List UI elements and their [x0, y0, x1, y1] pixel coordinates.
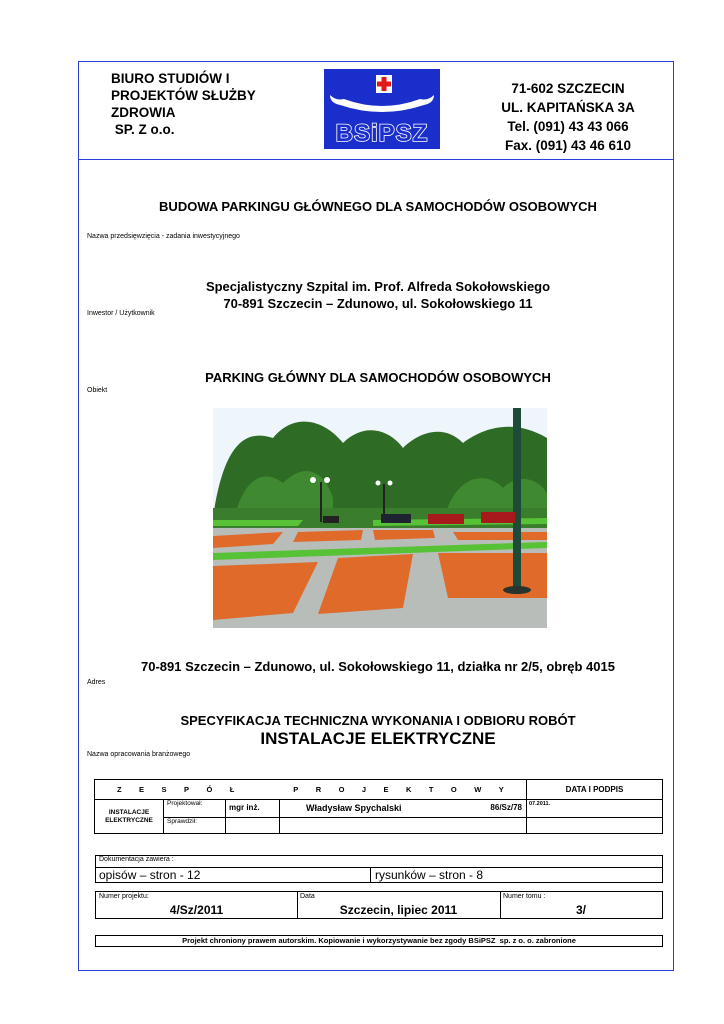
project-date: Szczecin, lipiec 2011	[339, 903, 458, 917]
checker-date	[527, 818, 663, 834]
team-letter: P	[293, 785, 299, 794]
team-letter: K	[405, 785, 412, 794]
organization-name	[111, 70, 256, 138]
date-signature-header: DATA I PODPIS	[527, 780, 663, 800]
team-letter: R	[315, 785, 322, 794]
documentation-caption: Dokumentacja zawiera :	[99, 856, 174, 863]
designer-title: mgr inż.	[226, 800, 280, 818]
site-address: 70-891 Szczecin – Zdunowo, ul. Sokołowskiego 11, działka nr 2/5, obręb 4015	[141, 659, 615, 674]
investor-address: 70-891 Szczecin – Zdunowo, ul. Sokołowskiego 11	[223, 296, 533, 311]
descriptions-count: opisów – stron - 12	[96, 867, 371, 883]
team-letter: P	[183, 785, 189, 794]
checker-name	[280, 818, 527, 834]
team-header-letters	[95, 785, 526, 794]
documentation-box	[95, 855, 663, 883]
bsipsz-logo	[324, 69, 440, 149]
designer-date: 07.2011.	[527, 800, 663, 818]
header-separator	[78, 159, 674, 160]
volume-cell	[500, 892, 662, 918]
project-number: 4/Sz/2011	[169, 903, 224, 917]
parking-rendering-image	[213, 408, 547, 628]
team-letter: S	[161, 785, 167, 794]
address-street: UL. KAPITAŃSKA 3A	[501, 100, 635, 115]
investor-caption: Inwestor / Użytkownik	[87, 310, 155, 317]
company-address	[480, 79, 656, 155]
designer-name: Władysław Spychalski	[306, 803, 402, 813]
address-caption: Adres	[87, 679, 106, 686]
team-letter: Y	[498, 785, 504, 794]
object-caption: Obiekt	[87, 387, 108, 394]
date-label: Data	[300, 893, 315, 900]
org-line: ZDROWIA	[111, 105, 176, 120]
specification-subtitle: INSTALACJE ELEKTRYCZNE	[260, 729, 496, 748]
team-letter: O	[338, 785, 345, 794]
date-cell	[297, 892, 501, 918]
design-team-table	[94, 779, 663, 834]
address-city: 71-602 SZCZECIN	[511, 81, 625, 96]
volume-number: 3/	[575, 903, 586, 917]
investor-name: Specjalistyczny Szpital im. Prof. Alfreda Sokołowskiego	[205, 279, 551, 294]
project-name-caption: Nazwa przedsięwzięcia - zadania inwestycyjnego	[87, 233, 240, 240]
team-letter: E	[383, 785, 389, 794]
org-line: BIURO STUDIÓW I	[111, 71, 230, 86]
designer-info	[280, 800, 527, 818]
team-letter: Z	[117, 785, 122, 794]
object-name: PARKING GŁÓWNY DLA SAMOCHODÓW OSOBOWYCH	[205, 370, 551, 385]
team-letter: J	[361, 785, 367, 794]
team-letter: O	[450, 785, 457, 794]
project-number-label: Numer projektu:	[99, 893, 149, 900]
discipline-cell: INSTALACJE ELEKTRYCZNE	[95, 800, 164, 834]
checked-label: Sprawdził:	[164, 818, 226, 834]
specification-title: SPECYFIKACJA TECHNICZNA WYKONANIA I ODBIORU ROBÓT	[180, 713, 576, 728]
drawings-count: rysunków – stron - 8	[371, 867, 662, 883]
copyright-notice: Projekt chroniony prawem autorskim. Kopiowanie i wykorzystywanie bez zgody BSiPSZ sp. z o. o. zabronione	[95, 935, 663, 947]
project-name: BUDOWA PARKINGU GŁÓWNEGO DLA SAMOCHODÓW OSOBOWYCH	[159, 199, 597, 214]
org-line: PROJEKTÓW SŁUŻBY	[111, 88, 256, 103]
volume-label: Numer tomu :	[503, 893, 546, 900]
team-letter: W	[474, 785, 482, 794]
team-header	[95, 780, 527, 800]
team-letter: T	[428, 785, 434, 794]
team-letter: Ó	[206, 785, 213, 794]
org-line: SP. Z o.o.	[111, 122, 175, 137]
address-phone: Tel. (091) 43 43 066	[507, 119, 629, 134]
designed-label: Projektował:	[164, 800, 226, 818]
address-fax: Fax. (091) 43 46 610	[504, 138, 632, 153]
team-letter: Ł	[229, 785, 235, 794]
team-letter: E	[139, 785, 145, 794]
investor-block	[80, 278, 676, 312]
svg-text:BSiPSZ: BSiPSZ	[335, 120, 429, 147]
designer-license: 86/Sz/78	[490, 803, 522, 812]
specification-caption: Nazwa opracowania branżowego	[87, 751, 191, 758]
project-meta-box	[95, 891, 663, 919]
checker-title	[226, 818, 280, 834]
project-number-cell	[96, 892, 298, 918]
